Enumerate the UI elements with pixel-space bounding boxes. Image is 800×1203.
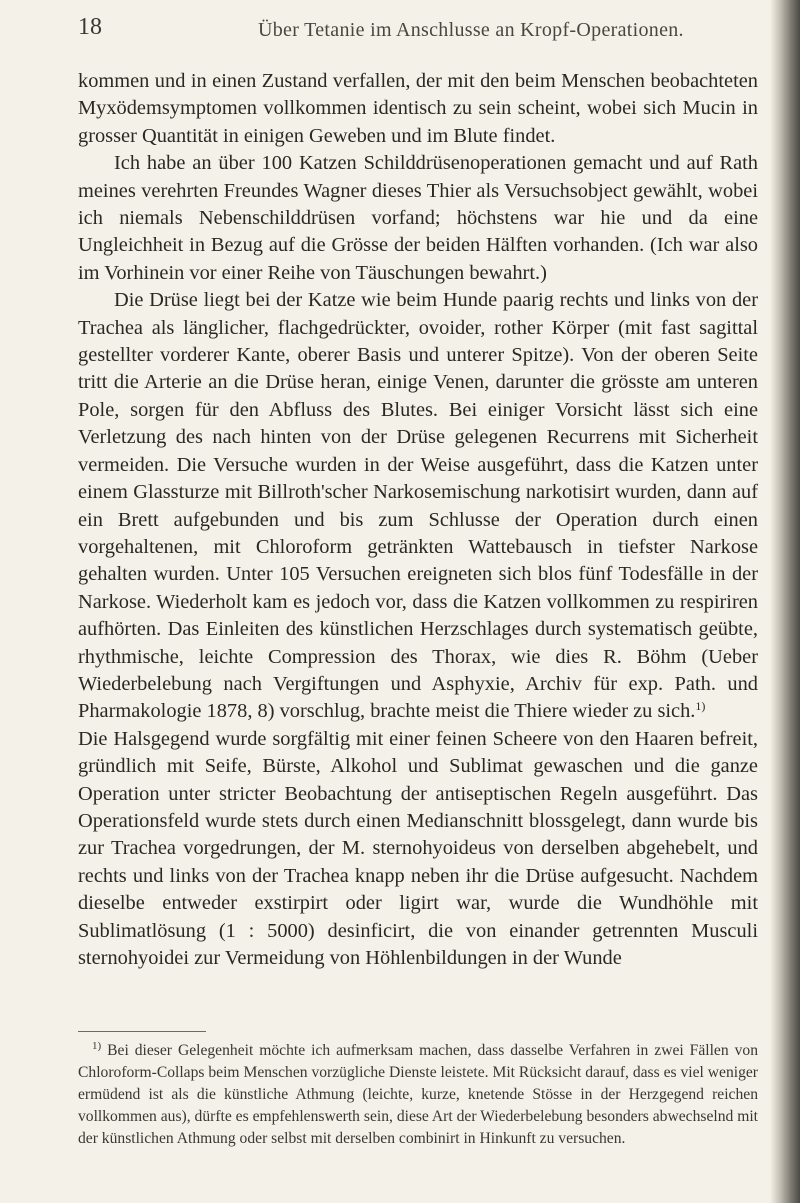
body-text bbox=[78, 68, 758, 972]
paragraph-operation: Die Halsgegend wurde sorgfältig mit einer feinen Scheere von den Haaren befreit, gründlich mit Seife, Bürste, Alkohol und Sublimat gewaschen und die ganze Operation unter stricter Beobachtung der antiseptischen Regeln ausgeführt. Das Operationsfeld wurde stets durch einen Medianschnitt blossgelegt, dann wurde bis zur Trachea vorgedrungen, der M. sternohyoideus von derselben abgehebelt, und rechts und links von der Trachea knapp neben ihr die Drüse aufgesucht. Nachdem dieselbe entweder exstirpirt oder ligirt war, wurde die Wundhöhle mit Sublimatlösung (1 : 5000) desinficirt, die von einander getrennten Musculi sternohyoidei zur Vermeidung von Höhlenbildungen in der Wunde bbox=[78, 727, 758, 969]
footnote-rule bbox=[78, 1031, 206, 1032]
book-spine-shadow bbox=[770, 0, 800, 1203]
paragraph-continuation: kommen und in einen Zustand verfallen, der mit den beim Menschen beobachteten Myxödemsymptomen vollkommen identisch zu sein scheint, wobei sich Mucin in grosser Quantität in einigen Geweben und im Blute findet. bbox=[78, 70, 758, 147]
footnote-reference: 1) bbox=[695, 699, 706, 714]
paragraph-cat-experiments: Ich habe an über 100 Katzen Schilddrüsenoperationen gemacht und auf Rath meines verehrten Freundes Wagner dieses Thier als Versuchsobject gewählt, wobei ich niemals Nebenschilddrüsen vorfand; höchstens war hie und da eine Ungleichheit in Bezug auf die Grösse der beiden Hälften vorhanden. (Ich war also im Vorhinein vor einer Reihe von Täuschungen bewahrt.) bbox=[78, 152, 758, 284]
paragraph-gland-anatomy-text: Die Drüse liegt bei der Katze wie beim Hunde paarig rechts und links von der Trachea als länglicher, flachgedrückter, ovoider, rother Körper (mit fast sagittal gestellter vorderer Kante, oberer Basis und unterer Spitze). Von der oberen Seite tritt die Arterie an die Drüse heran, einige Venen, darunter die grösste am unteren Pole, sorgen für den Abfluss des Blutes. Bei einiger Vorsicht lässt sich eine Verletzung des nach hinten von der Drüse gelegenen Recurrens mit Sicherheit vermeiden. Die Versuche wurden in der Weise ausgeführt, dass die Katzen unter einem Glassturze mit Billroth'scher Narkosemischung narkotisirt wurden, dann auf ein Brett aufgebunden und bis zum Schlusse der Operation durch einen vorgehaltenen, mit Chloroform getränkten Wattebausch in tiefster Narkose gehalten wurden. Unter 105 Versuchen ereigneten sich blos fünf Todesfälle in der Narkose. Wiederholt kam es jedoch vor, dass die Katzen vollkommen zu respiriren aufhörten. Das Einleiten des künstlichen Herzschlages durch systematisch geübte, rhythmische, leichte Compression des Thorax, wie dies R. Böhm (Ueber Wiederbelebung nach Vergiftungen und Asphyxie, Archiv für exp. Path. und Pharmakologie 1878, 8) vorschlug, brachte meist die Thiere wieder zu sich. bbox=[78, 289, 758, 723]
footnote-mark: 1) bbox=[92, 1040, 102, 1052]
footnote-text: Bei dieser Gelegenheit möchte ich aufmerksam machen, dass dasselbe Verfahren in zwei Fällen von Chloroform-Collaps beim Menschen vorzügliche Dienste leistete. Mit Rücksicht darauf, dass es viel weniger ermüdend ist als die künstliche Athmung (leichte, kurze, knetende Stösse in der Herzgegend reichen vollkommen aus), dürfte es empfehlenswerth sein, diese Art der Wiederbelebung besonders abwechselnd mit der künstlichen Athmung oder selbst mit derselben combinirt in Hinkunft zu versuchen. bbox=[78, 1042, 759, 1147]
page-number: 18 bbox=[78, 14, 102, 40]
running-head: Über Tetanie im Anschlusse an Kropf-Operationen. bbox=[258, 19, 684, 41]
footnote bbox=[78, 1040, 758, 1150]
paragraph-gland-anatomy bbox=[78, 287, 758, 726]
